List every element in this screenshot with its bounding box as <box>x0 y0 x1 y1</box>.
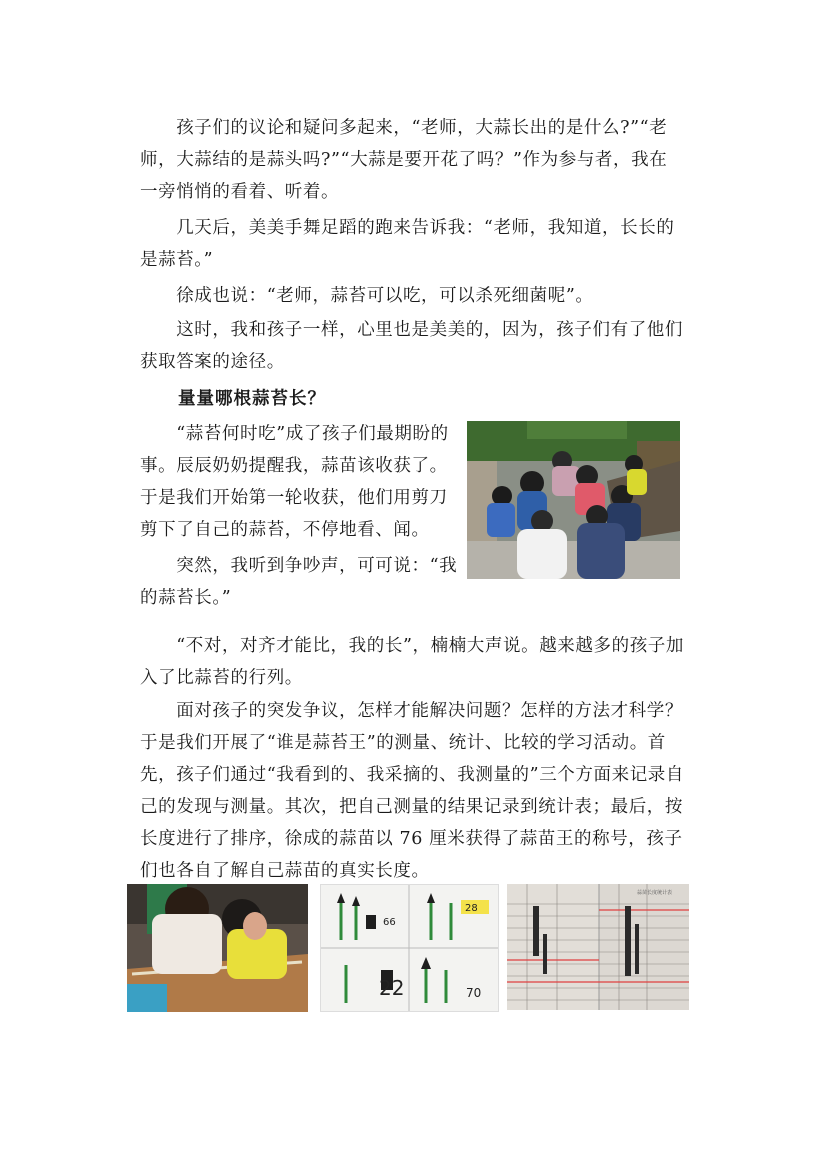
drawing-number-2: 28 <box>465 903 478 914</box>
paragraph-nannan: “不对，对齐才能比，我的长”，楠楠大声说。越来越多的孩子加入了比蒜苔的行列。 <box>140 636 684 688</box>
paragraph-harvest: “蒜苔何时吃”成了孩子们最期盼的事。辰辰奶奶提醒我，蒜苗该收获了。于是我们开始第一轮收获，他们用剪刀剪下了自己的蒜苔，不停地看、闻。 <box>140 424 449 540</box>
photo-measuring <box>127 884 308 1012</box>
photo-statistics-sheet <box>507 884 689 1010</box>
drawing-number-1: 66 <box>383 917 396 928</box>
paragraph-questions: 孩子们的议论和疑问多起来，“老师，大蒜长出的是什么?”“老师，大蒜结的是蒜头吗?”“大蒜是要开花了吗？”作为参与者，我在一旁悄悄的看着、听着。 <box>140 118 668 202</box>
paragraph-meimei: 几天后，美美手舞足蹈的跑来告诉我：“老师，我知道，长长的是蒜苔。” <box>140 218 675 270</box>
table-header: 蒜苗长度统计表 <box>637 890 673 896</box>
drawing-number-4: 70 <box>466 986 482 1000</box>
photo-drawings <box>320 884 499 1012</box>
photo-children-garden <box>467 421 680 579</box>
section-heading: 量量哪根蒜苔长？ <box>178 389 326 409</box>
paragraph-xucheng: 徐成也说：“老师，蒜苔可以吃，可以杀死细菌呢”。 <box>140 286 594 306</box>
paragraph-activity: 面对孩子的突发争议，怎样才能解决问题？怎样的方法才科学？于是我们开展了“谁是蒜苔王”的测量、统计、比较的学习活动。首先，孩子们通过“我看到的、我采摘的、我测量的”三个方面来记录自己的发现与测量。其次，把自己测量的结果记录到统计表；最后，按长度进行了排序，徐成的蒜苗以 76 厘米获得了蒜苗王的称号，孩子们也各自了解自己蒜苗的真实长度。 <box>140 701 684 881</box>
paragraph-answer-path: 这时，我和孩子一样，心里也是美美的，因为，孩子们有了他们获取答案的途径。 <box>140 320 683 372</box>
drawing-number-3: 22 <box>379 976 405 1000</box>
paragraph-dispute: 突然，我听到争吵声，可可说：“我的蒜苔长。” <box>140 556 458 608</box>
